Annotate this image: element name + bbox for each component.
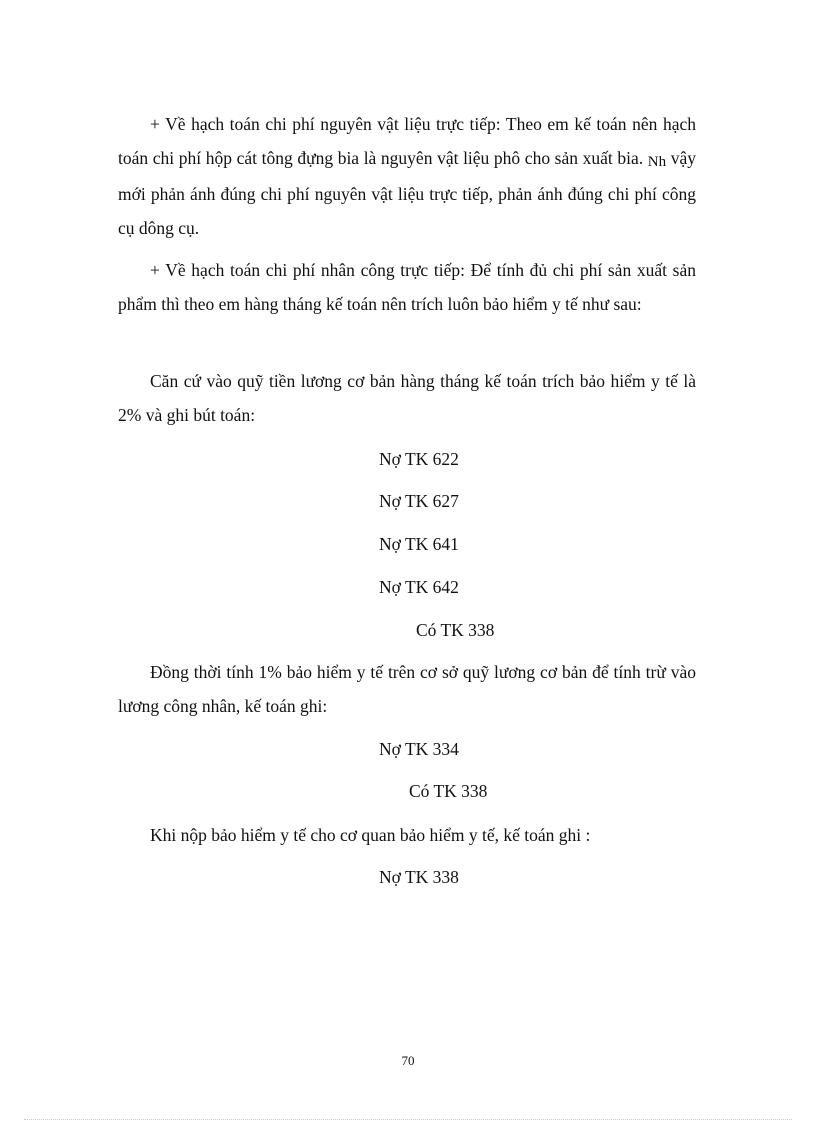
paragraph-material-cost-part2: vậy mới phản ánh đúng chi phí nguyên vật liệu trực tiếp, phản ánh đúng chi phí công cụ dông cụ. xyxy=(118,148,697,238)
paragraph-labor-cost: + Về hạch toán chi phí nhân công trực tiếp: Để tính đủ chi phí sản xuất sản phẩm thì theo em hàng tháng kế toán nên trích luôn bảo hiểm y tế như sau: xyxy=(118,260,696,314)
journal-debit-338: Nợ TK 338 xyxy=(379,867,459,887)
journal-debit-641: Nợ TK 641 xyxy=(379,534,459,554)
journal-credit-338-second: Có TK 338 xyxy=(409,781,488,801)
paragraph-deduction: Đồng thời tính 1% bảo hiểm y tế trên cơ sở quỹ lương cơ bản để tính trừ vào lương công nhân, kế toán ghi: xyxy=(118,662,696,716)
journal-credit-338: Có TK 338 xyxy=(416,620,495,640)
journal-debit-642: Nợ TK 642 xyxy=(379,577,459,597)
journal-debit-334: Nợ TK 334 xyxy=(379,739,459,759)
journal-debit-627: Nợ TK 627 xyxy=(379,491,459,511)
paragraph-payment: Khi nộp bảo hiểm y tế cho cơ quan bảo hiểm y tế, kế toán ghi : xyxy=(150,825,591,845)
page-number: 70 xyxy=(401,1053,415,1068)
paragraph-material-cost-fragment: Nh xyxy=(647,154,667,170)
paragraph-material-cost xyxy=(118,107,696,245)
paragraph-insurance-basis: Căn cứ vào quỹ tiền lương cơ bản hàng tháng kế toán trích bảo hiểm y tế là 2% và ghi bút toán: xyxy=(118,371,696,425)
journal-debit-622: Nợ TK 622 xyxy=(379,449,459,469)
paragraph-material-cost-part1: + Về hạch toán chi phí nguyên vật liệu trực tiếp: Theo em kế toán nên hạch toán chi phí hộp cát tông đựng bia là nguyên vật liệu phô cho sản xuất bia. xyxy=(118,114,696,168)
footer-divider xyxy=(24,1119,792,1120)
